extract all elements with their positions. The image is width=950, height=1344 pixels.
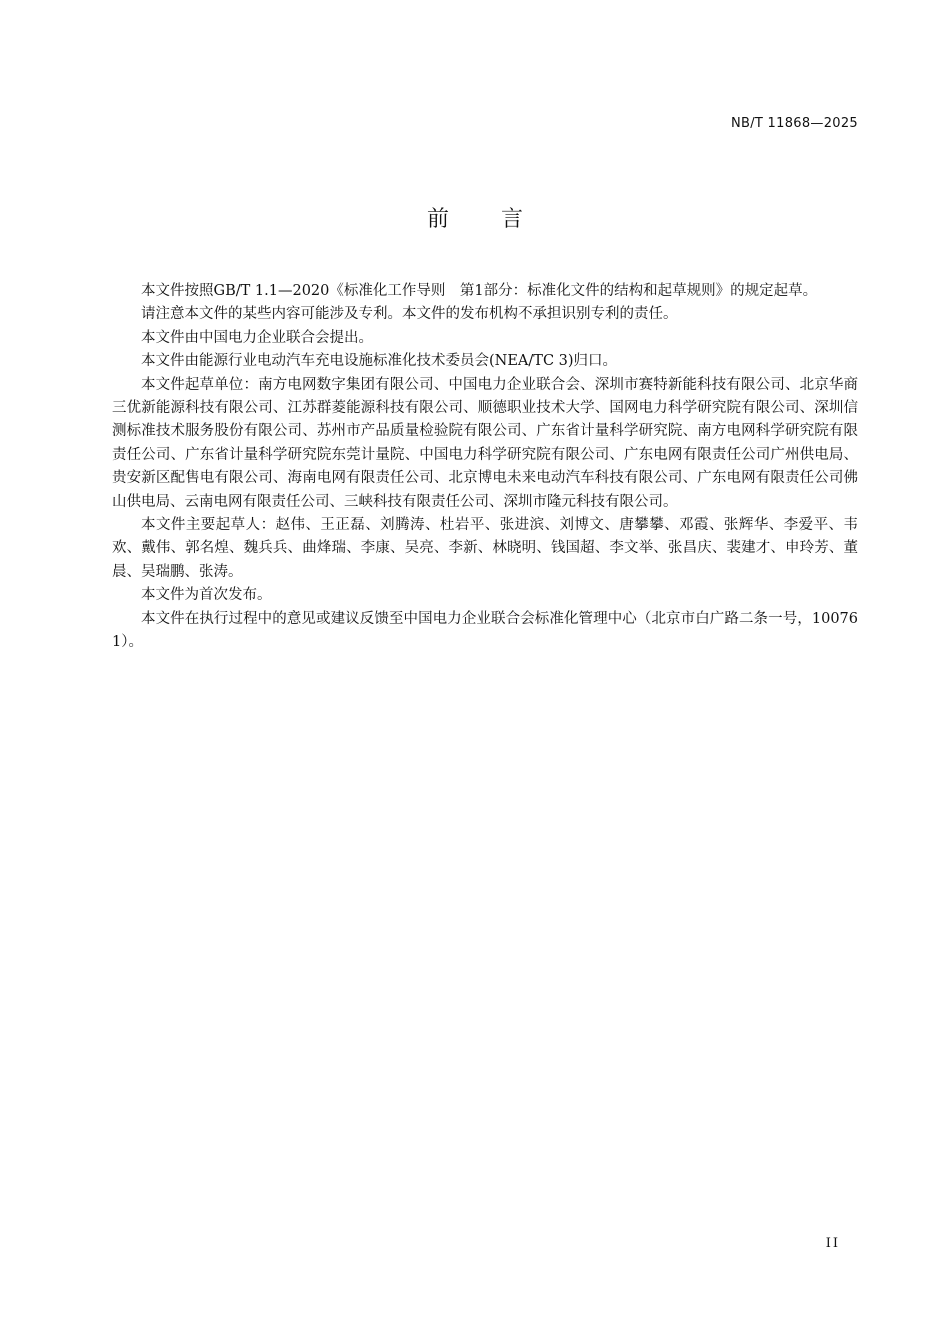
paragraph-committee: 本文件由能源行业电动汽车充电设施标准化技术委员会(NEA/TC 3)归口。 bbox=[141, 353, 618, 370]
page-number: II bbox=[825, 1236, 840, 1251]
document-code: NB/T 11868—2025 bbox=[730, 116, 858, 131]
paragraph-drafting-rules: 本文件按照GB/T 1.1—2020《标准化工作导则 第1部分：标准化文件的结构和起草规则》的规定起草。 bbox=[141, 283, 818, 299]
foreword-body bbox=[112, 280, 858, 655]
paragraph-drafting-units: 本文件起草单位：南方电网数字集团有限公司、中国电力企业联合会、深圳市赛特新能科技有限公司、北京华商三优新能源科技有限公司、江苏群菱能源科技有限公司、顺德职业技术大学、国网电力科学研究院有限公司、深圳信测标准技术服务股份有限公司、苏州市产品质量检验院有限公司、广东省计量科学研究院、南方电网科学研究院有限责任公司、广东省计量科学研究院东莞计量院、中国电力科学研究院有限公司、广东电网有限责任公司广州供电局、贵安新区配售电有限公司、海南电网有限责任公司、北京博电未来电动汽车科技有限公司、广东电网有限责任公司佛山供电局、云南电网有限责任公司、三峡科技有限责任公司、深圳市隆元科技有限公司。 bbox=[112, 376, 858, 510]
paragraph-feedback: 本文件在执行过程中的意见或建议反馈至中国电力企业联合会标准化管理中心（北京市白广路二条一号，100761）。 bbox=[112, 610, 858, 651]
paragraph-patent-notice: 请注意本文件的某些内容可能涉及专利。本文件的发布机构不承担识别专利的责任。 bbox=[141, 306, 678, 323]
paragraph-first-release: 本文件为首次发布。 bbox=[141, 587, 272, 604]
paragraph-drafters: 本文件主要起草人：赵伟、王正磊、刘腾涛、杜岩平、张进滨、刘博文、唐攀攀、邓霞、张辉华、李爱平、韦欢、戴伟、郭名煌、魏兵兵、曲烽瑞、李康、吴亮、李新、林晓明、钱国超、李文举、张昌庆、裴建才、申玲芳、董晨、吴瑞鹏、张涛。 bbox=[112, 517, 858, 580]
paragraph-proposer: 本文件由中国电力企业联合会提出。 bbox=[141, 329, 373, 346]
page-title: 前言 bbox=[426, 207, 575, 232]
